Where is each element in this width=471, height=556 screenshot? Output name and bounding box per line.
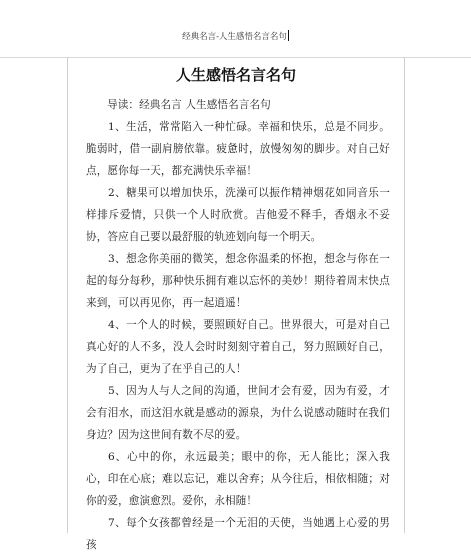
paragraph-4: 4、一个人的时候，要照顾好自己。世界很大，可是对自己真心好的人不多，没人会时时刻刻守着自己，努力照顾好自己，为了自己，更为了在乎自己的人！	[86, 319, 390, 375]
header-title-text: 经典名言-人生感悟名言名句	[182, 32, 287, 42]
document-page	[67, 58, 405, 551]
header-title-field[interactable]	[0, 30, 471, 42]
document-intro: 导读：经典名言 人生感悟名言名句	[107, 99, 271, 111]
text-cursor	[288, 30, 289, 41]
paragraph-6: 6、心中的你，永远最美；眼中的你，无人能比；深入我心，印在心底；难以忘记，难以舍弃；从今往后，相依相随；对你的爱，愈演愈烈。爱你，永相随！	[86, 451, 390, 507]
paragraph-7: 7、每个女孩都曾经是一个无泪的天使，当她遇上心爱的男孩	[86, 517, 390, 551]
paragraph-2: 2、糖果可以增加快乐，洗澡可以振作精神烟花如同音乐一样排斥爱情，只供一个人时欣赏。吉他爱不释手，香烟永不妥协，答应自己要以最舒服的轨迹划向每一个明天。	[86, 187, 390, 243]
paragraph-5: 5、因为人与人之间的沟通，世间才会有爱，因为有爱，才会有泪水，而这泪水就是感动的源泉，为什么说感动随时在我们身边？因为这世间有数不尽的爱。	[86, 385, 390, 441]
document-body	[86, 94, 390, 556]
paragraph-3: 3、想念你美丽的微笑，想念你温柔的怀抱，想念与你在一起的每分每秒，那种快乐拥有难以忘怀的美妙！期待着周末快点来到，可以再见你，再一起逍遥！	[86, 253, 390, 309]
document-title: 人生感悟名言名句	[175, 66, 296, 84]
document-header-bar	[0, 0, 471, 58]
paragraph-1: 1、生活，常常陷入一种忙碌。幸福和快乐，总是不同步。脆弱时，借一副肩膀依靠。疲惫时，放慢匆匆的脚步。对自己好点，愿你每一天，都充满快乐幸福！	[86, 121, 390, 177]
